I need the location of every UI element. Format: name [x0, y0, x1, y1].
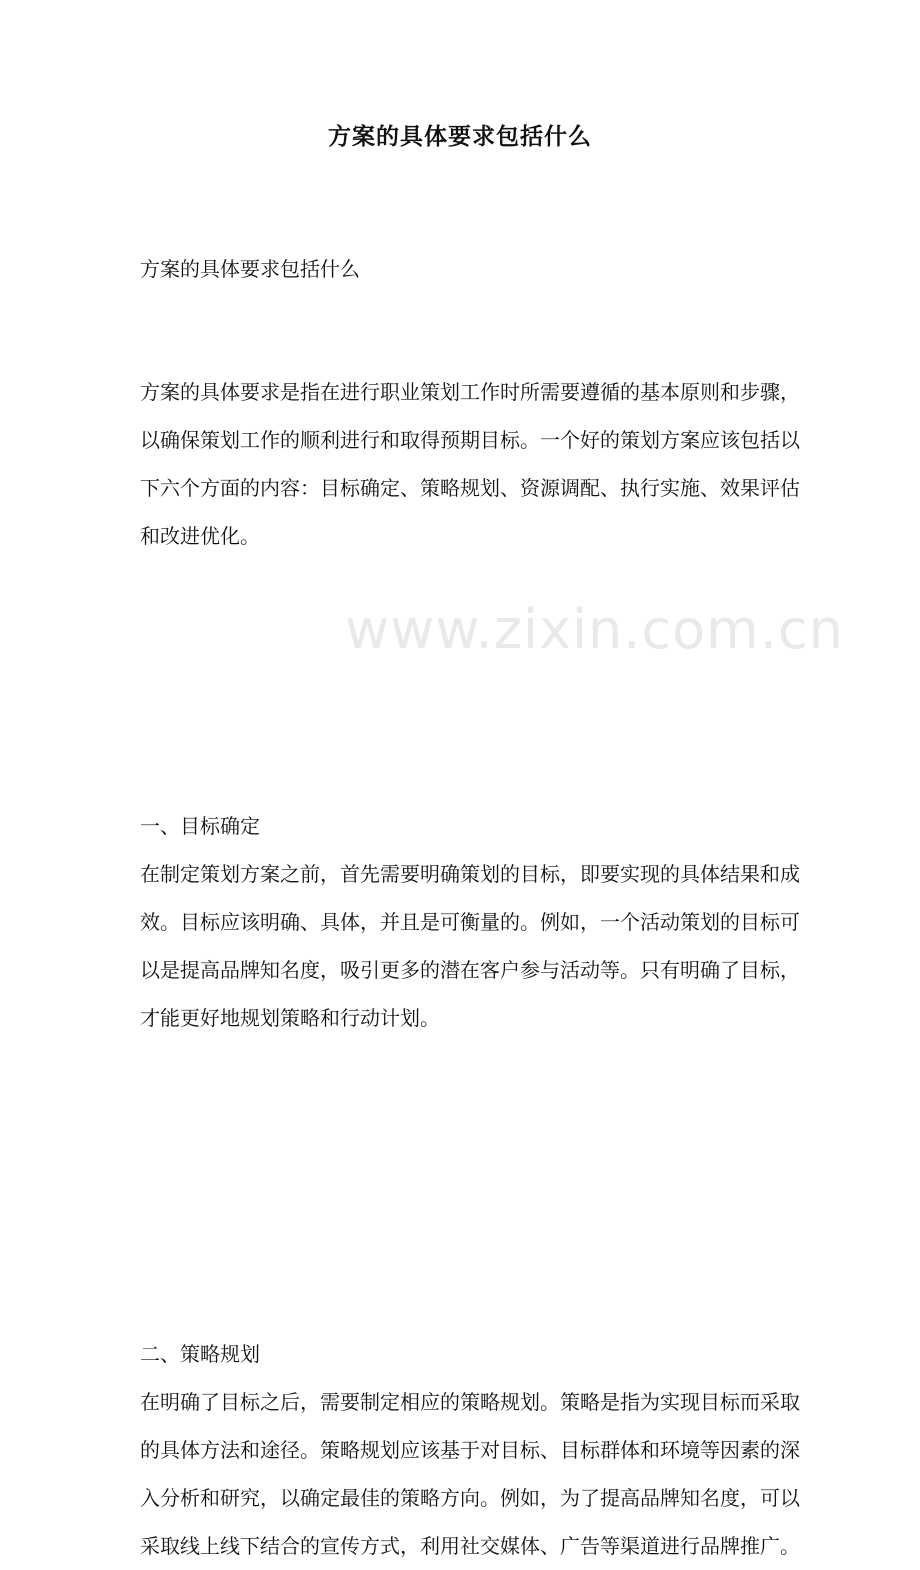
watermark: www.zixin.com.cn — [345, 598, 844, 661]
intro-block — [140, 368, 800, 560]
section-paragraph: 在制定策划方案之前，首先需要明确策划的目标，即要实现的具体结果和成效。目标应该明确、具体，并且是可衡量的。例如，一个活动策划的目标可以是提高品牌知名度，吸引更多的潜在客户参与活动等。只有明确了目标，才能更好地规划策略和行动计划。 — [140, 862, 800, 1030]
section-paragraph: 在明确了目标之后，需要制定相应的策略规划。策略是指为实现目标而采取的具体方法和途径。策略规划应该基于对目标、目标群体和环境等因素的深入分析和研究，以确定最佳的策略方向。例如，为了提高品牌知名度，可以采取线上线下结合的宣传方式，利用社交媒体、广告等渠道进行品牌推广。 — [140, 1390, 800, 1558]
intro-paragraph: 方案的具体要求是指在进行职业策划工作时所需要遵循的基本原则和步骤，以确保策划工作的顺利进行和取得预期目标。一个好的策划方案应该包括以下六个方面的内容：目标确定、策略规划、资源调配、执行实施、效果评估和改进优化。 — [140, 380, 800, 548]
section-strategy — [140, 1330, 800, 1570]
section-heading: 一、目标确定 — [140, 814, 260, 838]
section-heading: 二、策略规划 — [140, 1342, 260, 1366]
document-title: 方案的具体要求包括什么 — [328, 123, 592, 150]
section-goal — [140, 802, 800, 1042]
document-subtitle: 方案的具体要求包括什么 — [140, 257, 360, 281]
